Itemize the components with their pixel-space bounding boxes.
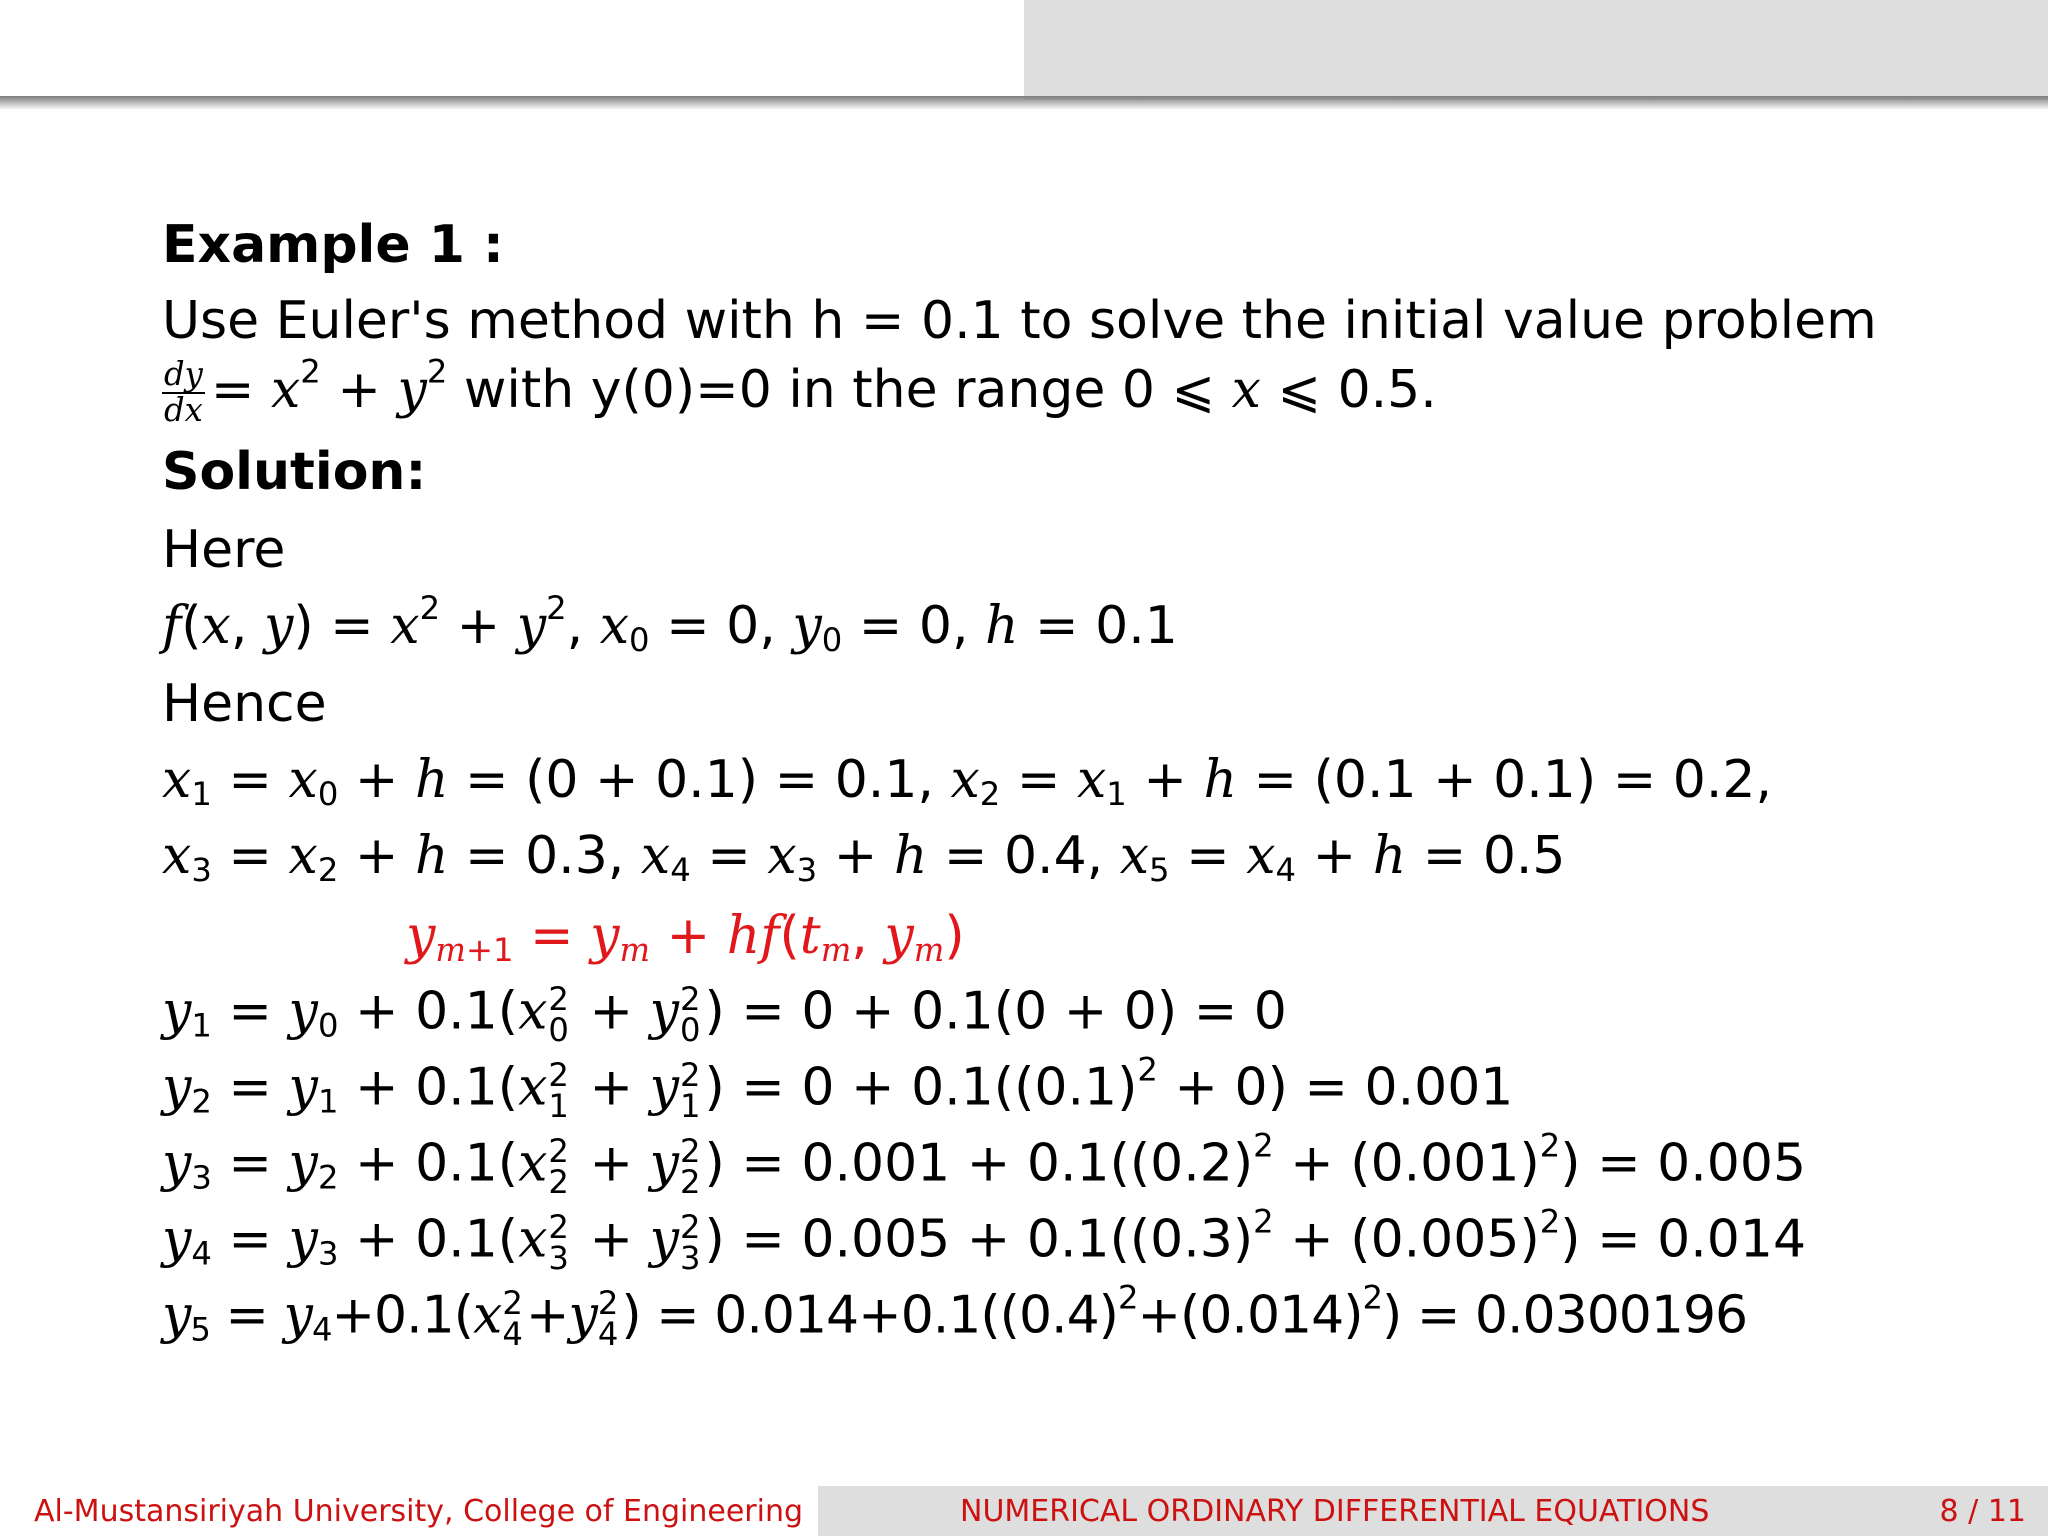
x-values-line-2: $x_3 = x_2 + h = 0.3$, $x_4 = x_3 + h = 0.4$, $x_5 = x_4 + h = 0.5$	[162, 826, 1566, 890]
footer-left-panel	[0, 1486, 818, 1536]
y3-computation: $y_3 = y_2 + 0.1(x$ 2 2 + y 2 2 ) = $0.001 + 0.1((0.2)^2 + (0.001)^2) = 0.005$	[162, 1126, 1807, 1201]
here-label: Here	[162, 520, 286, 580]
x-values-line-1: $x_1 = x_0 + h = (0 + 0.1) = 0.1$, $x_2 = x_1 + h = (0.1 + 0.1) = 0.2$,	[162, 750, 1773, 814]
slide-footer	[0, 1486, 2048, 1536]
header-right-panel	[1024, 0, 2048, 100]
y5-computation: $y_5 = y_4+0.1(x$ 2 4 +y 2 4 ) = $0.014+0.1((0.4)^2+(0.014)^2) = 0.0300196$	[162, 1278, 1748, 1353]
solution-heading: Solution:	[162, 442, 427, 502]
footer-right-panel	[818, 1486, 2048, 1536]
y2-computation: $y_2 = y_1 + 0.1(x$ 2 1 + y 2 1 ) = $0 + 0.1((0.1)^2 + 0) = 0.001$	[162, 1050, 1514, 1125]
footer-page-number: 8 / 11	[1939, 1494, 2026, 1529]
example-heading: Example 1 :	[162, 215, 504, 275]
y4-computation: $y_4 = y_3 + 0.1(x$ 2 3 + y 2 3 ) = $0.005 + 0.1((0.3)^2 + (0.005)^2) = 0.014$	[162, 1202, 1807, 1277]
given-values: f(x, $y) = x^2 + y^2$, $x_0 = 0$, $y_0 = 0$, h = 0.1	[162, 588, 1178, 660]
dy-dx-fraction: $\frac{dy}{dx}$	[164, 355, 203, 429]
differential-equation-line: $\frac{dy}{dx}$ = $x^2 + y^2$ with y(0)=0 in the range 0 ⩽ x ⩽ 0.5.	[164, 352, 1437, 429]
problem-statement: Use Euler's method with h = 0.1 to solve the initial value problem	[162, 291, 1877, 351]
header-nav-panel	[0, 0, 1024, 100]
hence-label: Hence	[162, 674, 327, 734]
problem-condition: with y(0)=0 in the range	[447, 359, 1122, 420]
footer-course-title: NUMERICAL ORDINARY DIFFERENTIAL EQUATIONS	[960, 1494, 1710, 1529]
y1-computation: $y_1 = y_0 + 0.1(x$ 2 0 + y 2 0 ) = 0 + 0.1(0 + 0) = 0	[162, 980, 1287, 1049]
header-shadow	[0, 96, 2048, 110]
euler-formula: $y_{m+1} = y_m + hf(t_m$, $y_m$)	[406, 906, 965, 970]
footer-institution: Al-Mustansiriyah University, College of Engineering	[34, 1494, 804, 1529]
slide-header	[0, 0, 2048, 100]
